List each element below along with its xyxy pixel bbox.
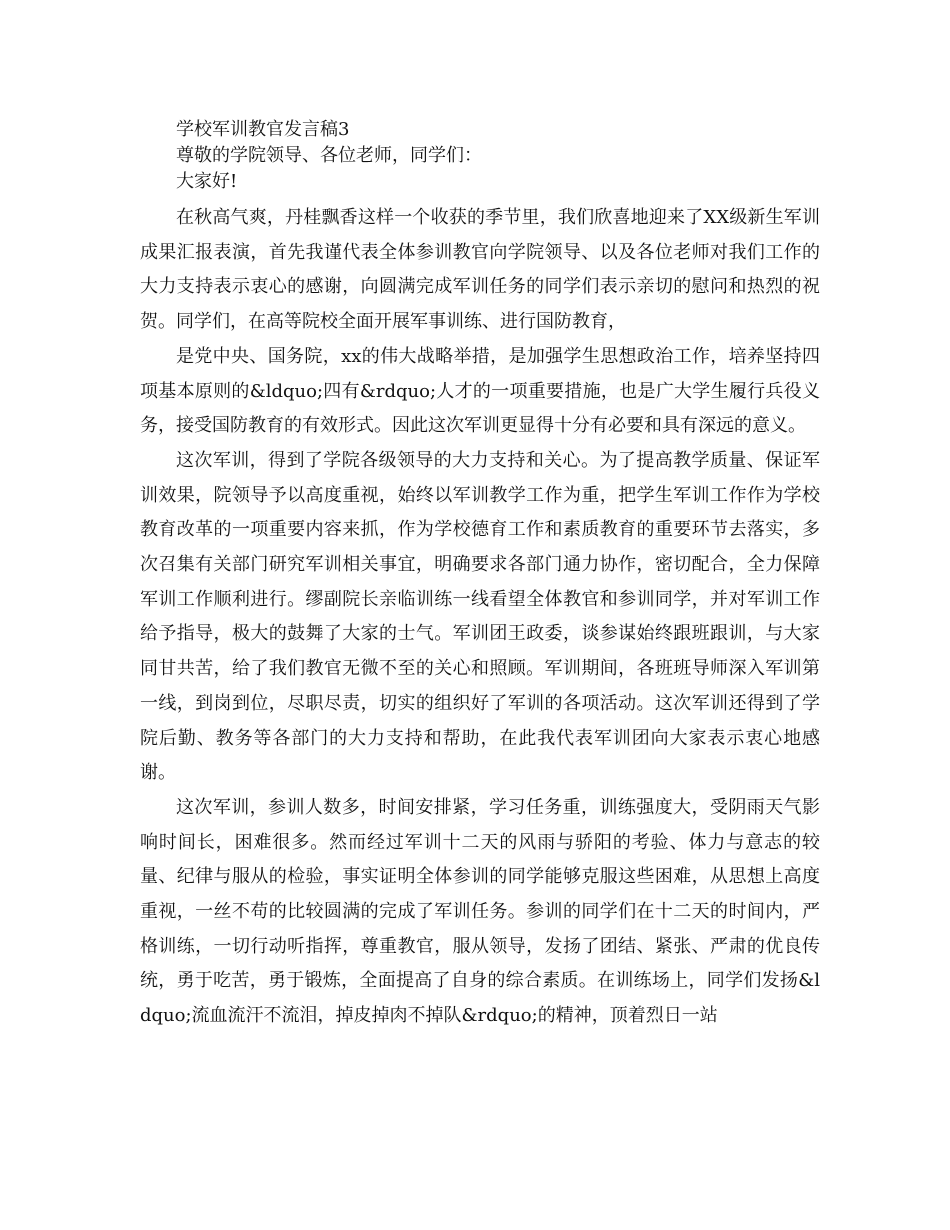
paragraph: 是党中央、国务院，xx的伟大战略举措，是加强学生思想政治工作，培养坚持四项基本原则的&ldquo;四有&rdquo;人才的一项重要措施，也是广大学生履行兵役义务，接受国防教育的有效形式。因此这次军训更显得十分有必要和具有深远的意义。	[140, 345, 820, 437]
paragraph: 这次军训，参训人数多，时间安排紧，学习任务重，训练强度大，受阴雨天气影响时间长，困难很多。然而经过军训十二天的风雨与骄阳的考验、体力与意志的较量、纪律与服从的检验，事实证明全体参训的同学能够克服这些困难，从思想上高度重视，一丝不苟的比较圆满的完成了军训任务。参训的同学们在十二天的时间内，严格训练，一切行动听指挥，尊重教官，服从领导，发扬了团结、紧张、严肃的优良传统，勇于吃苦，勇于锻炼，全面提高了自身的综合素质。在训练场上，同学们发扬&ldquo;流血流汗不流泪，掉皮掉肉不掉队&rdquo;的精神，顶着烈日一站	[140, 796, 820, 1027]
document-header	[140, 117, 820, 195]
paragraph: 在秋高气爽，丹桂飘香这样一个收获的季节里，我们欣喜地迎来了XX级新生军训成果汇报表演，首先我谨代表全体参训教官向学院领导、以及各位老师对我们工作的大力支持表示衷心的感谢，向圆满完成军训任务的同学们表示亲切的慰问和热烈的祝贺。同学们，在高等院校全面开展军事训练、进行国防教育，	[140, 207, 820, 333]
paragraph: 这次军训，得到了学院各级领导的大力支持和关心。为了提高教学质量、保证军训效果，院领导予以高度重视，始终以军训教学工作为重，把学生军训工作作为学校教育改革的一项重要内容来抓，作为学校德育工作和素质教育的重要环节去落实，多次召集有关部门研究军训相关事宜，明确要求各部门通力协作，密切配合，全力保障军训工作顺利进行。缪副院长亲临训练一线看望全体教官和参训同学，并对军训工作给予指导，极大的鼓舞了大家的士气。军训团王政委，谈参谋始终跟班跟训，与大家同甘共苦，给了我们教官无微不至的关心和照顾。军训期间，各班班导师深入军训第一线，到岗到位，尽职尽责，切实的组织好了军训的各项活动。这次军训还得到了学院后勤、教务等各部门的大力支持和帮助，在此我代表军训团向大家表示衷心地感谢。	[140, 449, 820, 784]
document-title: 学校军训教官发言稿3	[176, 119, 350, 140]
salutation: 尊敬的学院领导、各位老师，同学们：	[176, 145, 482, 166]
greeting: 大家好!	[176, 171, 238, 192]
document-page	[140, 117, 820, 1034]
